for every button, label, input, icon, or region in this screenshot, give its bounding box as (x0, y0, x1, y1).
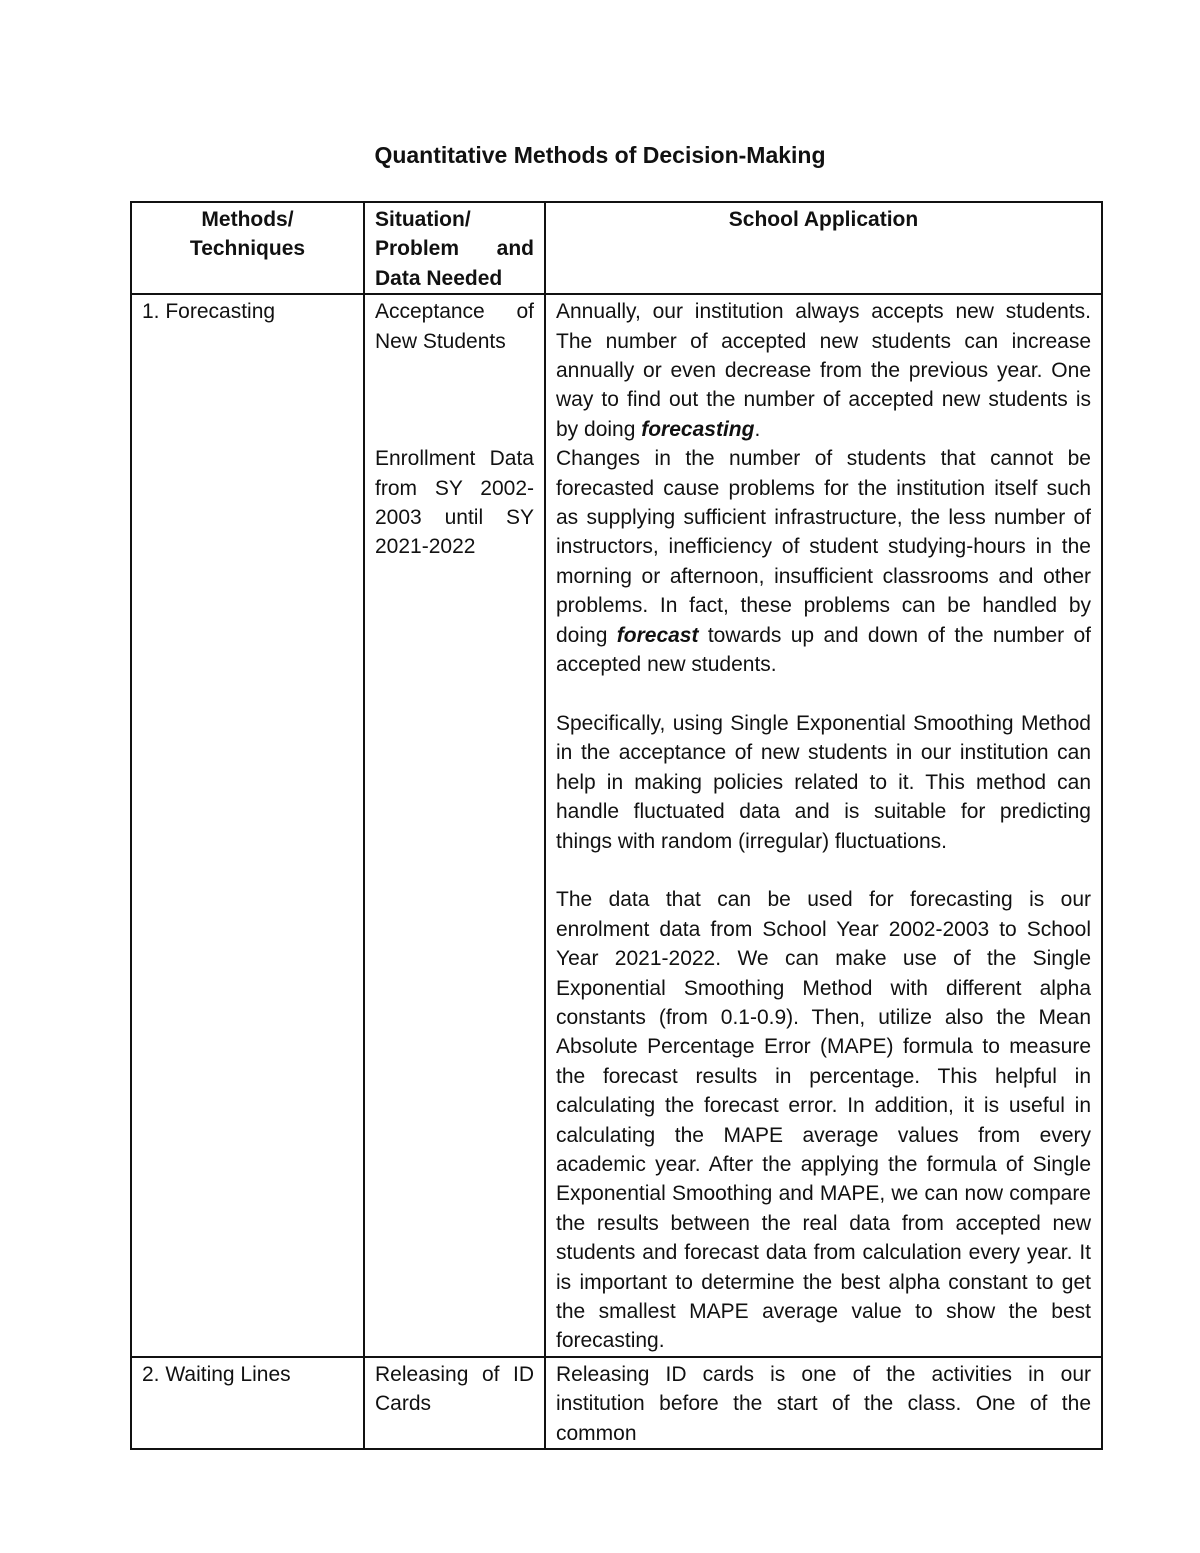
table-row (131, 1357, 1102, 1449)
header-situation: Situation/ Problem and Data Needed (364, 202, 545, 294)
table-header-row (131, 202, 1102, 294)
application-paragraph: Changes in the number of students that cannot be forecasted cause problems for the institution itself such as supplying sufficient infrastructure, the less number of instructors, inefficiency of student studying-hours in the morning or afternoon, insufficient classrooms and other problems. In fact, these problems can be handled by doing forecast towards up and down of the number of accepted new students. (556, 447, 1092, 677)
method-name: 1. Forecasting (142, 300, 276, 324)
situation-problem: Releasing of ID Cards (375, 1362, 534, 1416)
method-cell (131, 1357, 364, 1449)
header-methods-line2: Techniques (189, 237, 306, 261)
header-methods-line1: Methods/ (201, 208, 294, 231)
application-paragraph: Annually, our institution always accepts new students. The number of accepted new students can increase annually or even decrease from the previous year. One way to find out the number of accepted new students is by doing forecasting. (556, 300, 1091, 441)
method-name: 2. Waiting Lines (142, 1362, 291, 1386)
situation-cell (364, 1357, 545, 1449)
application-cell (545, 294, 1102, 1357)
header-methods (131, 202, 364, 294)
application-paragraph: Releasing ID cards is one of the activities in our institution before the start of the class. One of the common (556, 1362, 1091, 1445)
page-title: Quantitative Methods of Decision-Making (374, 142, 826, 168)
situation-cell (364, 294, 545, 1357)
situation-data-needed: Enrollment Data from SY 2002-2003 until SY 2021-2022 (375, 447, 534, 559)
header-school-application: School Application (545, 202, 1102, 294)
method-cell (131, 294, 364, 1357)
situation-problem: Acceptance of New Students (375, 300, 534, 353)
application-paragraph: Specifically, using Single Exponential Smoothing Method in the acceptance of new students in our institution can help in making policies related to it. This method can handle fluctuated data and is suitable for predicting things with random (irregular) fluctuations. (556, 711, 1091, 853)
emphasis-forecasting: forecasting (641, 417, 755, 441)
methods-table (130, 201, 1103, 1450)
application-paragraph: The data that can be used for forecasting is our enrolment data from School Year 2002-2003 to School Year 2021-2022. We can make use of the Single Exponential Smoothing Method with different alpha constants (from 0.1-0.9). Then, utilize also the Mean Absolute Percentage Error (MAPE) formula to measure the forecast results in percentage. This helpful in calculating the forecast error. In addition, it is useful in calculating the MAPE average values from every academic year. After the applying the formula of Single Exponential Smoothing and MAPE, we can now compare the results between the real data from accepted new students and forecast data from calculation every year. It is important to determine the best alpha constant to get the smallest MAPE average value to show the best forecasting. (556, 888, 1091, 1353)
table-row (131, 294, 1102, 1357)
emphasis-forecast: forecast (616, 623, 699, 647)
application-cell (545, 1357, 1102, 1449)
